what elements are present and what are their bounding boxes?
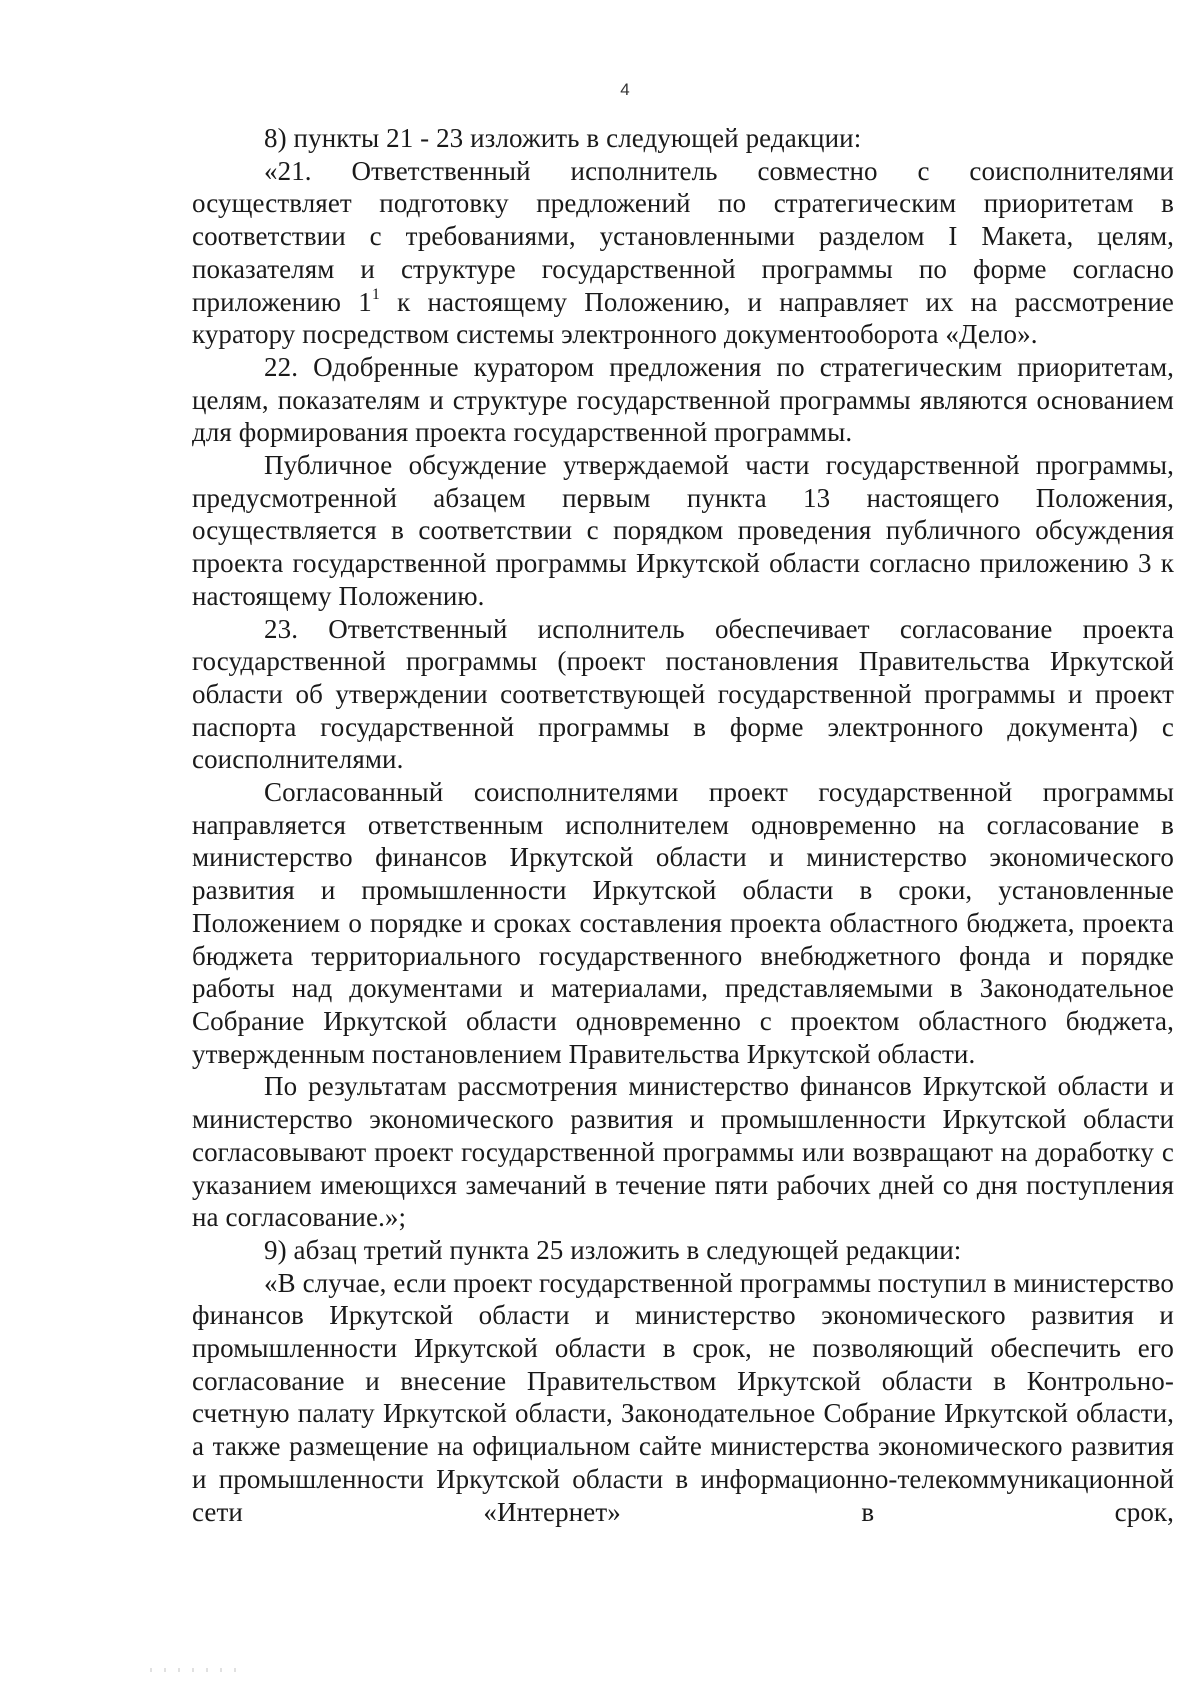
paragraph-text: Согласованный соисполнителями проект государственной программы направляется ответственным исполнителем одновременно на согласование в министерство финансов Иркутской области и министерство экономического развития и промышленности Иркутской области в сроки, установленные Положением о порядке и сроках составления проекта областного бюджета, проекта бюджета территориального государственного внебюджетного фонда и порядке работы над документами и материалами, представляемыми в Законодательное Собрание Иркутской области одновременно с проектом областного бюджета, утвержденным постановлением Правительства Иркутской области. (192, 777, 1174, 1069)
paragraph-item-9 (192, 1234, 1174, 1267)
paragraph-approval-routing (192, 776, 1174, 1070)
paragraph-text: «В случае, если проект государственной программы поступил в министерство финансов Иркутской области и министерство экономического развития и промышленности Иркутской области в срок, не позволяющий обеспечить его согласование и внесение Правительством Иркутской области в Контрольно-счетную палату Иркутской области, Законодательное Собрание Иркутской области, а также размещение на официальном сайте министерства экономического развития и промышленности Иркутской области в информационно-телекоммуникационной сети «Интернет» в срок, (192, 1267, 1174, 1527)
paragraph-point-23 (192, 613, 1174, 777)
paragraph-item-8 (192, 122, 1174, 155)
paragraph-point-25-text (192, 1267, 1174, 1529)
paragraph-text: Публичное обсуждение утверждаемой части государственной программы, предусмотренной абзацем первым пункта 13 настоящего Положения, осуществляется в соответствии с порядком проведения публичного обсуждения проекта государственной программы Иркутской области согласно приложению 3 к настоящему Положению. (192, 450, 1174, 611)
scan-artifact (150, 1668, 240, 1672)
paragraph-text: 9) абзац третий пункта 25 изложить в следующей редакции: (264, 1234, 962, 1265)
paragraph-public-discussion (192, 449, 1174, 613)
paragraph-point-22 (192, 351, 1174, 449)
paragraph-text: 22. Одобренные куратором предложения по стратегическим приоритетам, целям, показателям и структуре государственной программы являются основанием для формирования проекта государственной программы. (192, 351, 1174, 448)
page-number: 4 (620, 80, 630, 99)
paragraph-text: 23. Ответственный исполнитель обеспечивает согласование проекта государственной программы (проект постановления Правительства Иркутской области об утверждении соответствующей государственной программы и проект паспорта государственной программы в форме электронного документа) с соисполнителями. (192, 613, 1174, 775)
paragraph-text: По результатам рассмотрения министерство финансов Иркутской области и министерство экономического развития и промышленности Иркутской области согласовывают проект государственной программы или возвращают на доработку с указанием имеющихся замечаний в течение пяти рабочих дней со дня поступления на согласование.»; (192, 1071, 1174, 1233)
superscript-index: 1 (371, 285, 380, 303)
paragraph-review-results (192, 1070, 1174, 1234)
paragraph-text: 8) пункты 21 - 23 изложить в следующей редакции: (264, 123, 862, 153)
paragraph-point-21 (192, 155, 1174, 351)
document-body (192, 122, 1174, 1528)
paragraph-text-continued: к настоящему Положению, и направляет их на рассмотрение куратору посредством системы электронного документооборота «Дело». (192, 286, 1174, 350)
paragraph-text: «21. Ответственный исполнитель совместно с соисполнителями осуществляет подготовку предложений по стратегическим приоритетам в соответствии с требованиями, установленными разделом I Макета, целям, показателям и структуре государственной программы по форме согласно приложению 1 (192, 155, 1174, 317)
